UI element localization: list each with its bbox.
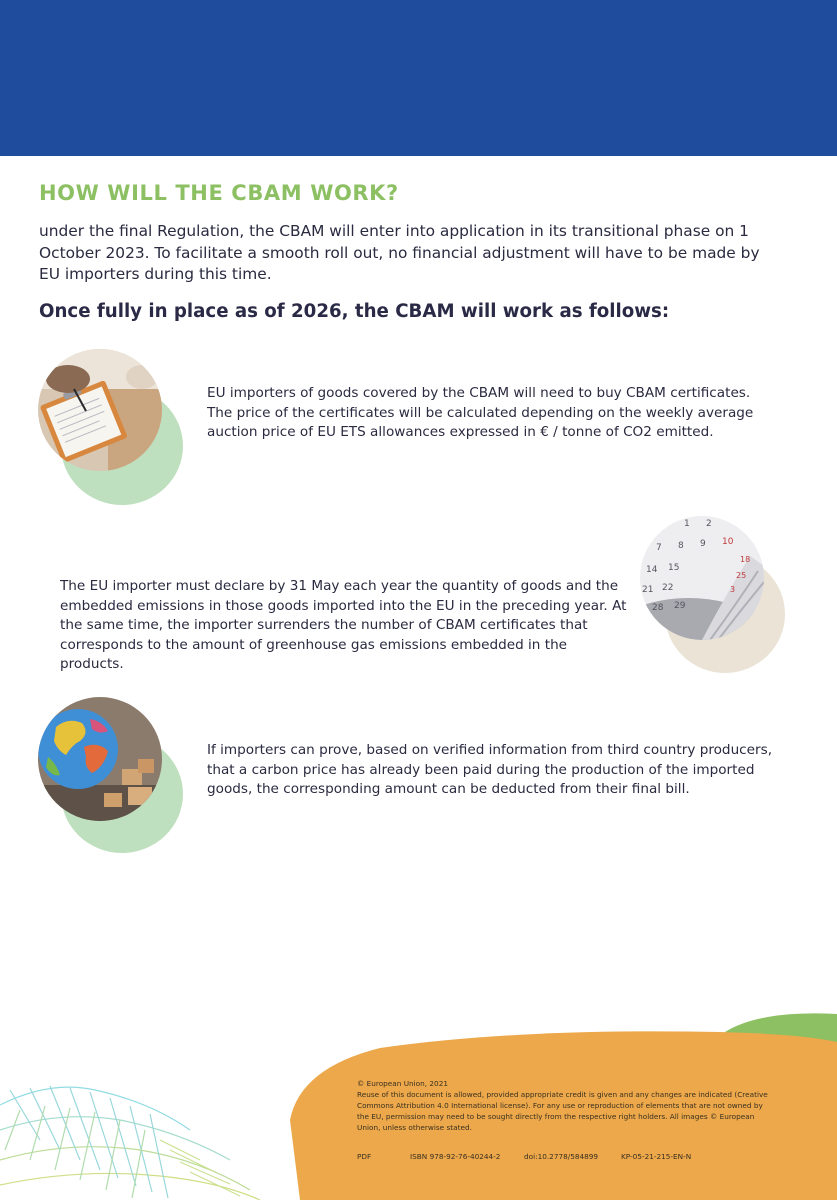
footer-catalogue-number: KP-05-21-215-EN-N bbox=[621, 1152, 692, 1161]
footer-reuse-notice: Reuse of this document is allowed, provided appropriate credit is given and any changes are indicated (Creative Commons Attribution 4.0 International license). For any use or reproduction of elements that are not owned by the EU, permission may need to be sought directly from the respective right holders. All images © European Union, unless otherwise stated. bbox=[357, 1090, 768, 1132]
intro-paragraph: under the final Regulation, the CBAM will enter into application in its transitional phase on 1 October 2023. To facilitate a smooth roll out, no financial adjustment will have to be made by EU importers during this time. bbox=[39, 222, 760, 283]
step2-text: The EU importer must declare by 31 May each year the quantity of goods and the embedded emissions in those goods imported into the EU in the preceding year. At the same time, the importer surrenders the number of CBAM certificates that corresponds to the amount of greenhouse gas emissions embedded in the products. bbox=[60, 578, 627, 672]
calendar-number: 1 bbox=[684, 519, 690, 529]
calendar-photo bbox=[640, 516, 764, 640]
calendar-number: 10 bbox=[722, 537, 734, 547]
section-heading: HOW WILL THE CBAM WORK? bbox=[39, 181, 399, 205]
svg-text:25: 25 bbox=[736, 571, 747, 580]
globe-boxes-photo bbox=[38, 697, 162, 821]
footer-format: PDF bbox=[357, 1152, 372, 1161]
calendar-number: 8 bbox=[678, 541, 684, 551]
calendar-number: 22 bbox=[662, 583, 674, 593]
svg-text:3: 3 bbox=[730, 585, 736, 594]
calendar-number: 21 bbox=[642, 585, 654, 595]
footer-isbn: ISBN 978-92-76-40244-2 bbox=[410, 1152, 501, 1161]
steps-subheading: Once fully in place as of 2026, the CBAM will work as follows: bbox=[39, 301, 670, 322]
leaf-pattern bbox=[0, 1086, 260, 1200]
calendar-number: 7 bbox=[656, 543, 662, 553]
svg-text:18: 18 bbox=[740, 555, 751, 564]
top-banner bbox=[0, 0, 837, 156]
calendar-number: 15 bbox=[668, 563, 680, 573]
footer-copyright: © European Union, 2021 bbox=[357, 1079, 448, 1088]
calendar-number: 28 bbox=[652, 603, 664, 613]
footer-doi: doi:10.2778/584899 bbox=[524, 1152, 599, 1161]
calendar-number: 9 bbox=[700, 539, 706, 549]
step1-text: EU importers of goods covered by the CBAM will need to buy CBAM certificates. The price of the certificates will be calculated depending on the weekly average auction price of EU ETS allowances expressed in € / tonne of CO2 emitted. bbox=[207, 385, 754, 440]
clipboard-photo bbox=[38, 349, 162, 471]
calendar-number: 14 bbox=[646, 565, 658, 575]
calendar-number: 2 bbox=[706, 519, 712, 529]
step3-text: If importers can prove, based on verified information from third country producers, that a carbon price has already been paid during the production of the imported goods, the corresponding amount can be deducted from their final bill. bbox=[207, 742, 773, 797]
calendar-number: 29 bbox=[674, 601, 686, 611]
